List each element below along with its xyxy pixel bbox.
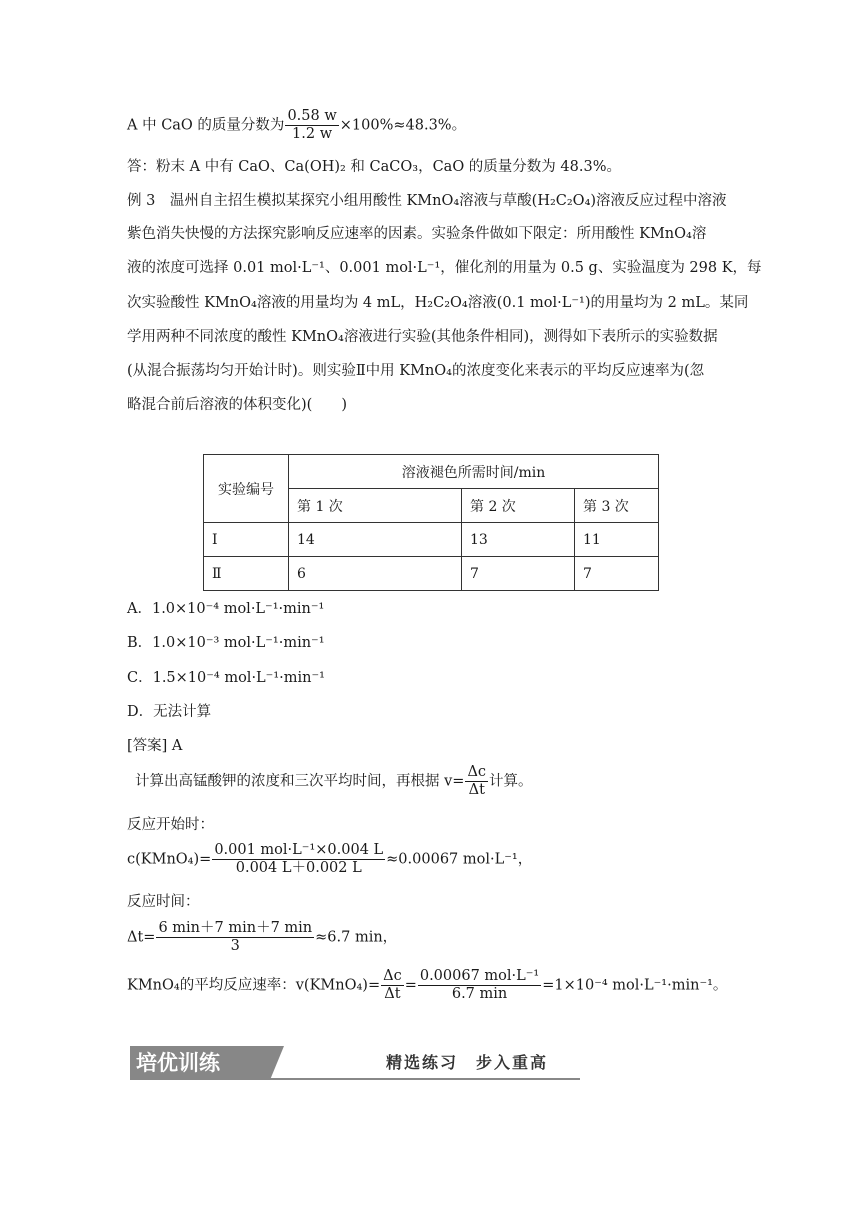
- paragraph-line: 次实验酸性 KMnO₄溶液的用量均为 4 mL，H₂C₂O₄溶液(0.1 mol·L⁻¹)的用量均为 2 mL。某同: [127, 295, 749, 311]
- line-cao-fraction: [127, 108, 466, 143]
- numerator: Δc: [383, 968, 402, 984]
- row-label: Ⅱ: [204, 557, 289, 591]
- denominator: 0.004 L＋0.002 L: [235, 860, 362, 876]
- text: =1×10⁻⁴ mol·L⁻¹·min⁻¹。: [542, 977, 728, 994]
- fraction: [418, 968, 541, 1003]
- text: 计算出高锰酸钾的浓度和三次平均时间，再根据 v=: [135, 773, 465, 790]
- cell: 7: [462, 557, 575, 591]
- option-d: D．无法计算: [127, 704, 212, 720]
- text: ≈0.00067 mol·L⁻¹，: [386, 851, 533, 868]
- header-trial: 第 1 次: [289, 489, 462, 523]
- text: ≈6.7 min，: [315, 929, 398, 946]
- answer-label: [答案] A: [127, 738, 183, 754]
- banner-label: 培优训练: [130, 1046, 270, 1080]
- row-label: Ⅰ: [204, 523, 289, 557]
- banner-triangle: [270, 1046, 284, 1080]
- paragraph-line: 液的浓度可选择 0.01 mol·L⁻¹、0.001 mol·L⁻¹，催化剂的用量为 0.5 g、实验温度为 298 K，每: [127, 260, 762, 276]
- fraction: [212, 842, 385, 877]
- numerator: 0.58 w: [287, 108, 337, 124]
- cell: 14: [289, 523, 462, 557]
- numerator: 0.00067 mol·L⁻¹: [419, 968, 540, 984]
- text: c(KMnO₄)=: [127, 851, 212, 868]
- experiment-table: [203, 454, 659, 591]
- start-label: 反应开始时：: [127, 817, 214, 833]
- header-fade-time: 溶液褪色所需时间/min: [289, 455, 659, 489]
- header-trial: 第 2 次: [462, 489, 575, 523]
- numerator: 0.001 mol·L⁻¹×0.004 L: [214, 842, 384, 858]
- denominator: 3: [230, 938, 240, 954]
- option-b: B．1.0×10⁻³ mol·L⁻¹·min⁻¹: [127, 635, 325, 651]
- denominator: 6.7 min: [451, 986, 508, 1002]
- text: 计算。: [489, 773, 533, 790]
- paragraph-line: 略混合前后溶液的体积变化)( ): [127, 397, 347, 413]
- fraction: [381, 968, 404, 1003]
- option-c: C．1.5×10⁻⁴ mol·L⁻¹·min⁻¹: [127, 670, 325, 686]
- header-trial: 第 3 次: [575, 489, 659, 523]
- table-row: [204, 523, 659, 557]
- numerator: 6 min＋7 min＋7 min: [158, 920, 313, 936]
- text: ×100%≈48.3%。: [339, 117, 467, 134]
- cell: 6: [289, 557, 462, 591]
- calc-method-line: [135, 764, 533, 799]
- table-row: [204, 557, 659, 591]
- paragraph-line: 例 3 温州自主招生模拟某探究小组用酸性 KMnO₄溶液与草酸(H₂C₂O₄)溶液反应过程中溶液: [127, 193, 727, 209]
- paragraph-line: 紫色消失快慢的方法探究影响反应速率的因素。实验条件做如下限定：所用酸性 KMnO₄溶: [127, 226, 707, 242]
- concentration-line: [127, 842, 532, 877]
- cell: 13: [462, 523, 575, 557]
- denominator: Δt: [468, 782, 485, 798]
- section-banner: [130, 1046, 580, 1080]
- paragraph-line: 学用两种不同浓度的酸性 KMnO₄溶液进行实验(其他条件相同)，测得如下表所示的实验数据: [127, 329, 718, 345]
- banner-slogan: 精选练习 步入重高: [386, 1053, 549, 1072]
- text: KMnO₄的平均反应速率：v(KMnO₄)=: [127, 977, 381, 994]
- time-line: [127, 920, 397, 955]
- fraction: [465, 764, 488, 799]
- fraction: [285, 108, 338, 143]
- denominator: Δt: [384, 986, 401, 1002]
- denominator: 1.2 w: [292, 126, 333, 142]
- text: A 中 CaO 的质量分数为: [127, 117, 285, 134]
- text: =: [404, 977, 417, 994]
- answer-line: 答：粉末 A 中有 CaO、Ca(OH)₂ 和 CaCO₃，CaO 的质量分数为 48.3%。: [127, 159, 621, 175]
- text: Δt=: [127, 929, 156, 946]
- fraction: [156, 920, 314, 955]
- time-label: 反应时间：: [127, 894, 200, 910]
- rate-line: [127, 968, 727, 1003]
- option-a: A．1.0×10⁻⁴ mol·L⁻¹·min⁻¹: [127, 601, 325, 617]
- banner-rule: [270, 1078, 580, 1080]
- cell: 11: [575, 523, 659, 557]
- header-experiment-id: 实验编号: [204, 455, 289, 523]
- numerator: Δc: [467, 764, 487, 780]
- cell: 7: [575, 557, 659, 591]
- paragraph-line: (从混合振荡均匀开始计时)。则实验Ⅱ中用 KMnO₄的浓度变化来表示的平均反应速率为(忽: [127, 363, 705, 379]
